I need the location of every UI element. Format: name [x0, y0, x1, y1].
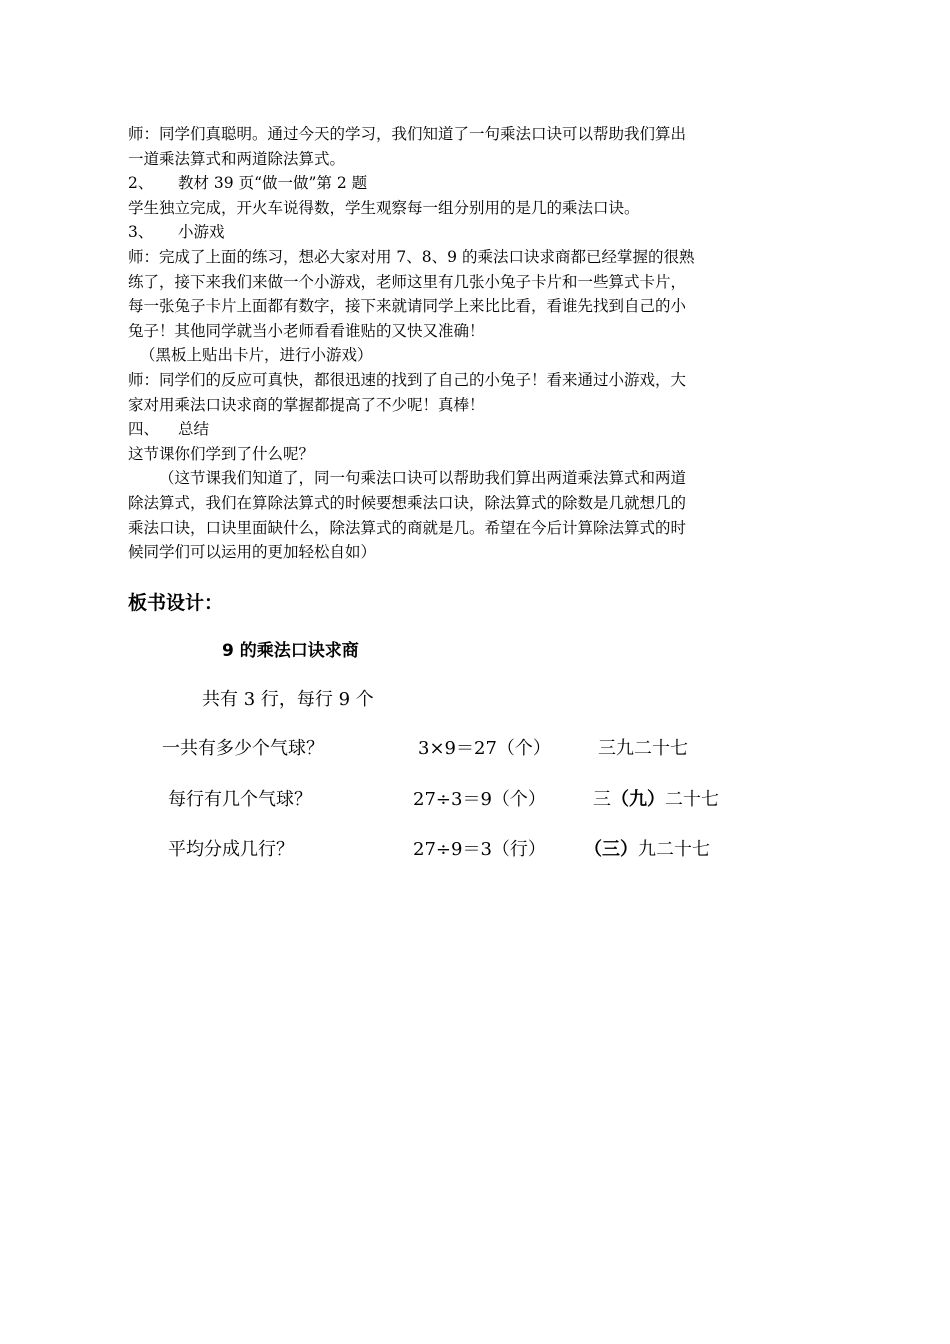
- paragraph-line: 这节课你们学到了什么呢？: [128, 444, 315, 463]
- paragraph-line: 每一张兔子卡片上面都有数字，接下来就请同学上来比比看，看谁先找到自己的小: [128, 297, 687, 316]
- paragraph-line: 一道乘法算式和两道除法算式。: [128, 149, 346, 168]
- paragraph-line: 除法算式，我们在算除法算式的时候要想乘法口诀，除法算式的除数是几就想几的: [128, 493, 687, 512]
- paragraph-line: 乘法口诀，口诀里面缺什么，除法算式的商就是几。希望在今后计算除法算式的时: [128, 518, 687, 537]
- list-text: 总结: [178, 420, 210, 439]
- rhyme-text: 三: [593, 789, 611, 810]
- board-rhyme: [584, 835, 710, 861]
- rhyme-text: 三九二十七: [598, 738, 688, 759]
- rhyme-bold: （三）: [584, 839, 638, 860]
- board-intro: 共有 3 行，每行 9 个: [202, 689, 374, 710]
- rhyme-bold: （九）: [611, 789, 665, 810]
- list-item: [128, 220, 828, 245]
- board-equation: 27÷9＝3（行）: [413, 839, 546, 860]
- paragraph-line: （黑板上贴出卡片，进行小游戏）: [140, 346, 373, 365]
- board-row: [0, 785, 950, 811]
- paragraph-line: 练了，接下来我们来做一个小游戏，老师这里有几张小兔子卡片和一些算式卡片，: [128, 272, 687, 291]
- list-item: [128, 417, 828, 442]
- board-rhyme: [593, 785, 719, 811]
- board-design-title: 板书设计：: [128, 592, 224, 614]
- board-row: [0, 734, 950, 760]
- board-question: 平均分成几行？: [168, 839, 294, 860]
- paragraph-line: 师：完成了上面的练习，想必大家对用 7、8、9 的乘法口诀求商都已经掌握的很熟: [128, 247, 695, 266]
- list-number: 四、: [128, 420, 160, 439]
- paragraph-line: 家对用乘法口诀求商的掌握都提高了不少呢！真棒！: [128, 395, 485, 414]
- list-item: [128, 171, 828, 196]
- paragraph-line: 候同学们可以运用的更加轻松自如）: [128, 543, 377, 562]
- board-equation: 3×9＝27（个）: [418, 738, 551, 759]
- paragraph-line: 学生独立完成，开火车说得数，学生观察每一组分别用的是几的乘法口诀。: [128, 198, 640, 217]
- board-question: 每行有几个气球？: [168, 789, 312, 810]
- lesson-text: [128, 122, 828, 565]
- rhyme-text: 九二十七: [638, 839, 710, 860]
- board-rhyme: [598, 734, 688, 760]
- board-question: 一共有多少个气球？: [162, 738, 324, 759]
- list-number: 2、: [128, 174, 154, 193]
- paragraph-line: 兔子！其他同学就当小老师看看谁贴的又快又准确！: [128, 321, 485, 340]
- board-heading: 9 的乘法口诀求商: [222, 641, 359, 661]
- board-row: [0, 835, 950, 861]
- paragraph-line: 师：同学们真聪明。通过今天的学习，我们知道了一句乘法口诀可以帮助我们算出: [128, 125, 687, 143]
- board-equation: 27÷3＝9（个）: [413, 789, 546, 810]
- paragraph-line: 师：同学们的反应可真快，都很迅速的找到了自己的小兔子！看来通过小游戏，大: [128, 370, 687, 389]
- paragraph-line: （这节课我们知道了，同一句乘法口诀可以帮助我们算出两道乘法算式和两道: [159, 469, 687, 488]
- rhyme-text: 二十七: [665, 789, 719, 810]
- list-number: 3、: [128, 223, 154, 242]
- list-text: 小游戏: [178, 223, 225, 242]
- list-text: 教材 39 页“做一做”第 2 题: [178, 174, 368, 193]
